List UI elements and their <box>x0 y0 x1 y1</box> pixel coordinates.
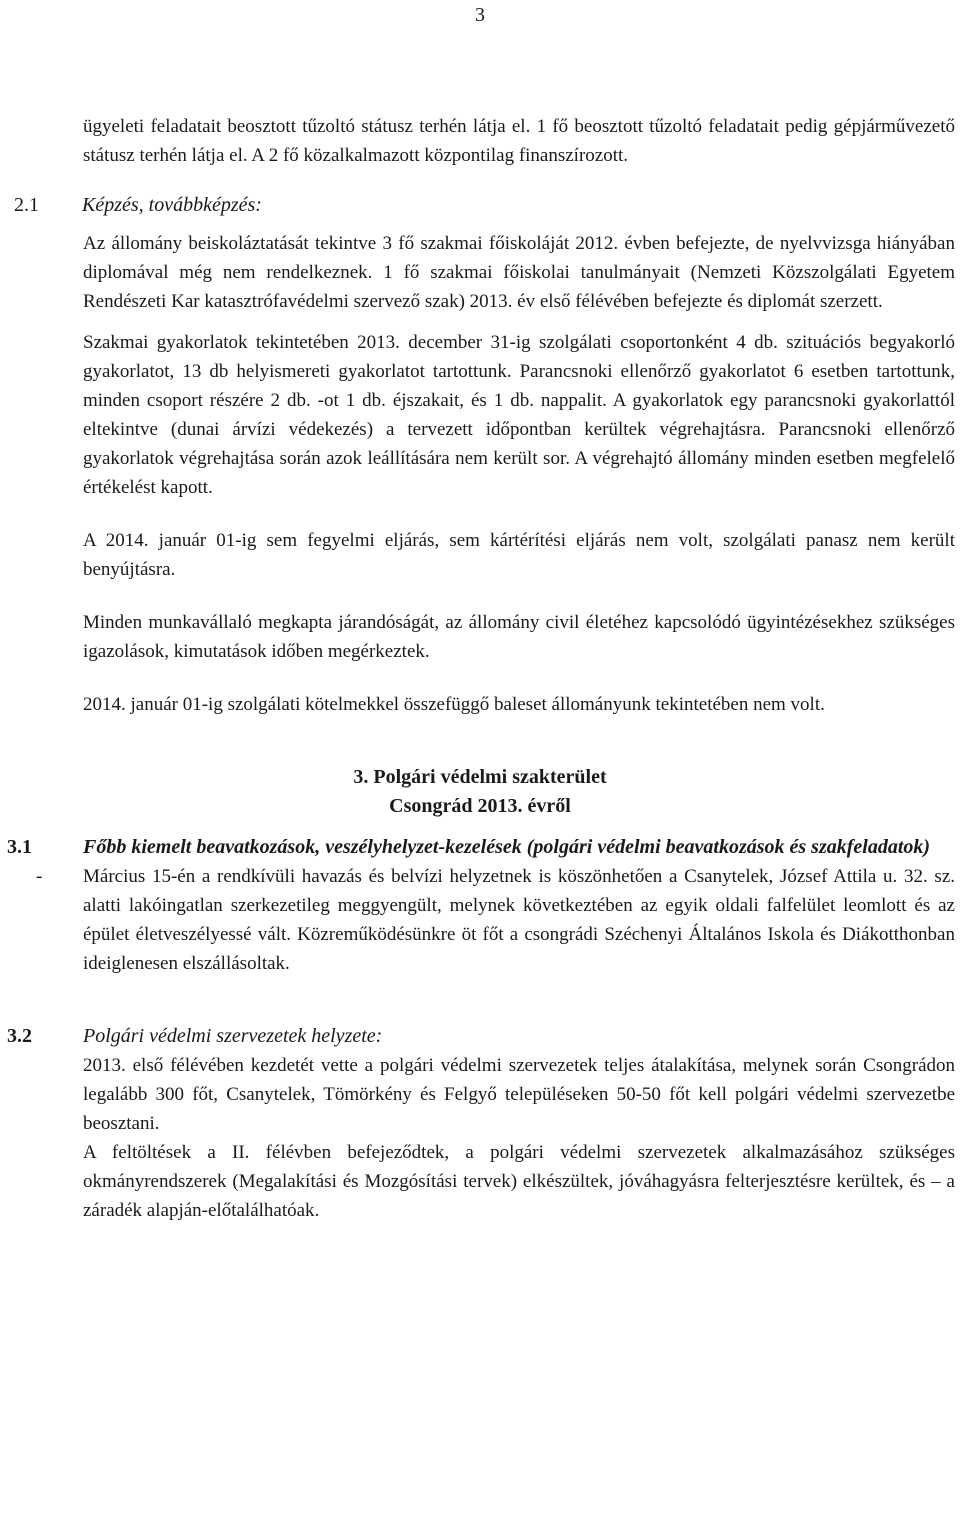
completion-paragraph: A feltöltések a II. félévben befejeződtek, a polgári védelmi szervezetek alkalmazásához szükséges okmányrendszerek (Megalakítási és Mozgósítási tervek) elkészültek, jóváhagyásra felterjesztésre kerültek, és – a záradék alapján-előtalálhatóak. <box>83 1142 955 1221</box>
bullet-dash: - <box>36 866 43 887</box>
accident-paragraph: 2014. január 01-ig szolgálati kötelmekkel összefüggő baleset állományunk tekintetében nem volt. <box>83 694 825 715</box>
section-number: 3.1 <box>7 836 32 858</box>
section-title: Főbb kiemelt beavatkozások, veszélyhelyzet-kezelések (polgári védelmi beavatkozások és szakfeladatok) <box>83 836 931 858</box>
list-item-text: Március 15-én a rendkívüli havazás és belvízi helyzetnek is köszönhetően a Csanytelek, József Attila u. 32. sz. alatti lakóingatlan szerkezetileg meggyengült, melynek következtében az egyik oldali falfelület leomlott és az épület életveszélyessé vált. Közreműködésünkre öt főt a csongrádi Széchenyi Általános Iskola és Diákotthonban ideiglenesen elszállásoltak. <box>83 866 955 974</box>
section-number: 3.2 <box>7 1025 32 1047</box>
page-number: 3 <box>475 4 485 26</box>
section-3-1-heading <box>7 833 955 862</box>
section-3-title: 3. Polgári védelmi szakterület <box>353 766 607 788</box>
section-title: Képzés, továbbképzés: <box>82 194 262 216</box>
list-item <box>36 862 955 978</box>
section-3-2-heading <box>7 1022 955 1051</box>
section-number: 2.1 <box>14 194 39 216</box>
training-paragraph: Az állomány beiskoláztatását tekintve 3 fő szakmai főiskoláját 2012. évben befejezte, de nyelvvizsga hiányában diplomával még nem rendelkeznek. 1 fő szakmai főiskolai tanulmányait (Nemzeti Közszolgálati Egyetem Rendészeti Kar katasztrófavédelmi szervező szak) 2013. év első félévében befejezte és diplomát szerzett. <box>83 233 955 312</box>
organization-paragraph: 2013. első félévében kezdetét vette a polgári védelmi szervezetek teljes átalakítása, melynek során Csongrádon legalább 300 főt, Csanytelek, Tömörkény és Felgyő településeken 50-50 főt kell polgári védelmi szervezetbe beosztani. <box>83 1055 955 1134</box>
discipline-paragraph: A 2014. január 01-ig sem fegyelmi eljárás, sem kártérítési eljárás nem volt, szolgálati panasz nem került benyújtásra. <box>83 530 955 580</box>
exercises-paragraph: Szakmai gyakorlatok tekintetében 2013. december 31-ig szolgálati csoportonként 4 db. szituációs begyakorló gyakorlatot, 13 db helyismereti gyakorlatot tartottunk. Parancsnoki ellenőrző gyakorlatot 6 esetben tartottunk, minden csoport részére 2 db. -ot 1 db. éjszakait, és 1 db. nappalit. A gyakorlatok egy parancsnoki gyakorlattól eltekintve (dunai árvízi védekezés) a tervezett időpontban kerültek végrehajtásra. Parancsnoki ellenőrző gyakorlatok végrehajtása során azok leállítására nem került sor. A végrehajtó állomány minden esetben megfelelő értékelést kapott. <box>83 332 955 498</box>
intro-paragraph: ügyeleti feladatait beosztott tűzoltó státusz terhén látja el. 1 fő beosztott tűzoltó feladatait pedig gépjárművezető státusz terhén látja el. A 2 fő közalkalmazott központilag finanszírozott. <box>83 116 955 166</box>
section-2-1-heading <box>14 194 955 217</box>
document-body <box>7 112 955 1225</box>
employees-paragraph: Minden munkavállaló megkapta járandóságát, az állomány civil életéhez kapcsolódó ügyintézésekhez szükséges igazolások, kimutatások időben megérkeztek. <box>83 612 955 662</box>
section-3-subtitle: Csongrád 2013. évről <box>389 795 571 817</box>
section-title: Polgári védelmi szervezetek helyzete: <box>83 1025 383 1047</box>
